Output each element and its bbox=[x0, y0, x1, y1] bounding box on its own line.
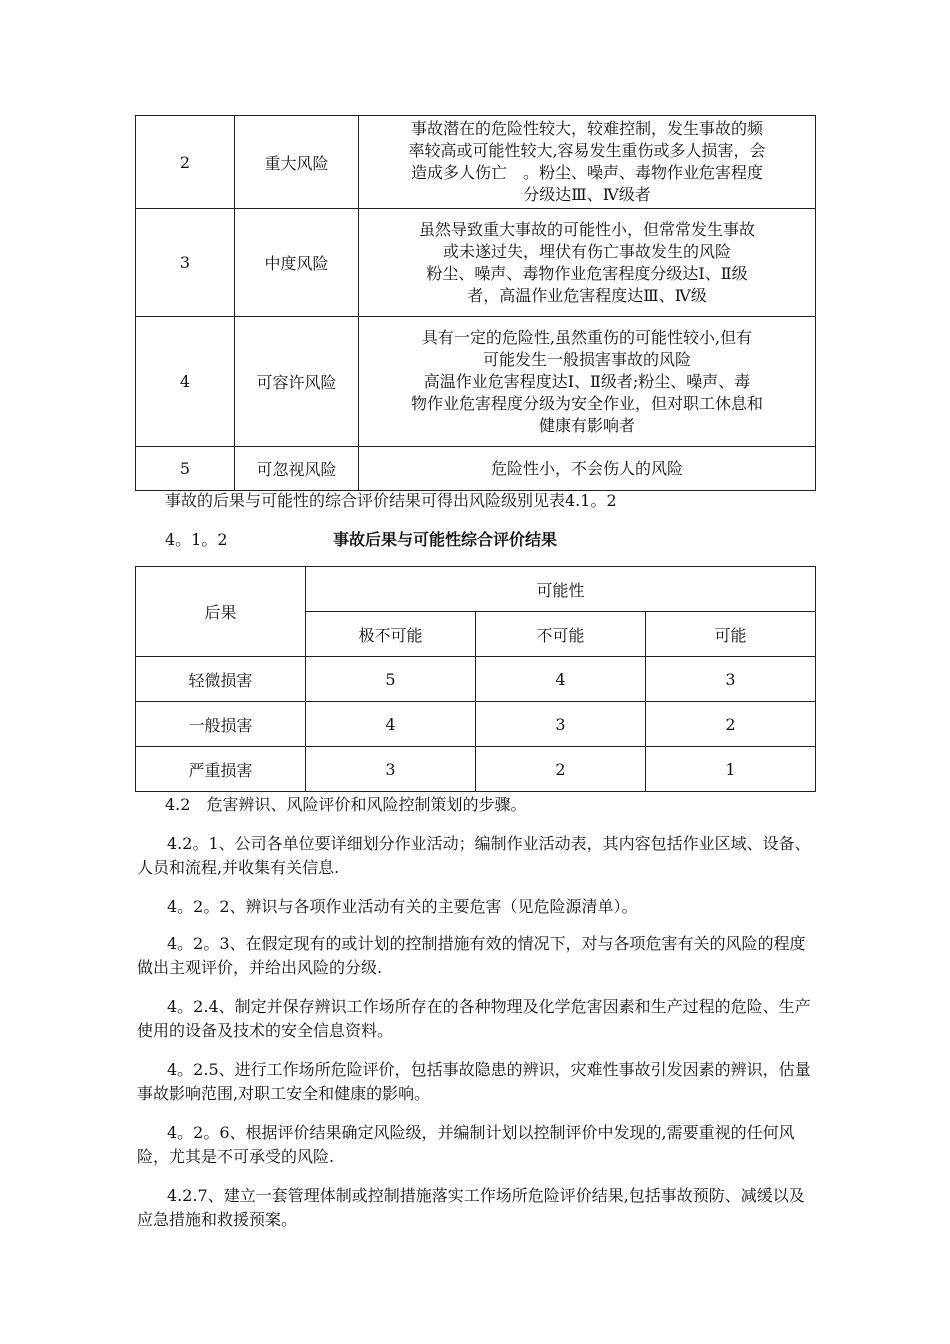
table-cell: 2 bbox=[476, 747, 646, 792]
step-paragraph: 4。2。3、在假定现有的或计划的控制措施有效的情况下，对与各项危害有关的风险的程度做出主观评价，并给出风险的分级. bbox=[137, 934, 806, 977]
table-cell: 4 bbox=[476, 657, 646, 702]
step-paragraph: 4。2。2、辨识与各项作业活动有关的主要危害（见危险源清单）。 bbox=[167, 897, 638, 916]
table-cell: 3 bbox=[306, 747, 476, 792]
risk-level-name: 中度风险 bbox=[235, 209, 359, 317]
description-line: 粉尘、噪声、毒物作业危害程度分级达Ⅰ、Ⅱ级 bbox=[426, 263, 748, 283]
step-paragraph: 4。2。6、根据评价结果确定风险级，并编制计划以控制评价中发现的,需要重视的任何风险，尤其是不可承受的风险. bbox=[137, 1123, 795, 1166]
description-line: 危险性小，不会伤人的风险 bbox=[490, 458, 683, 478]
step-paragraph: 4。2.5、进行工作场所危险评价，包括事故隐患的辨识，灾难性事故引发因素的辨识，估量事故影响范围,对职工安全和健康的影响。 bbox=[137, 1060, 811, 1103]
description-line: 可能发生一般损害事故的风险 bbox=[482, 349, 691, 369]
risk-level-number: 3 bbox=[136, 209, 235, 317]
table-row bbox=[136, 702, 816, 747]
column-header: 极不可能 bbox=[306, 612, 476, 657]
section-heading: 4.2 危害辨识、风险评价和风险控制策划的步骤。 bbox=[165, 795, 527, 814]
table-row bbox=[136, 747, 816, 792]
risk-level-name: 可容许风险 bbox=[235, 317, 359, 447]
row-label: 一般损害 bbox=[136, 702, 306, 747]
step-paragraph: 4。2.4、制定并保存辨识工作场所存在的各种物理及化学危害因素和生产过程的危险、生产使用的设备及技术的安全信息资料。 bbox=[137, 997, 811, 1040]
risk-level-description bbox=[359, 447, 816, 491]
risk-level-number: 2 bbox=[136, 116, 235, 209]
description-line: 高温作业危害程度达Ⅰ、Ⅱ级者;粉尘、噪声、毒 bbox=[423, 371, 751, 391]
row-label: 严重损害 bbox=[136, 747, 306, 792]
description-line: 物作业危害程度分级为安全作业，但对职工休息和 bbox=[410, 393, 763, 413]
summary-sentence: 事故的后果与可能性的综合评价结果可得出风险级别见表4.1。2 bbox=[165, 491, 617, 510]
table-cell: 5 bbox=[306, 657, 476, 702]
table-cell: 1 bbox=[646, 747, 816, 792]
description-line: 健康有影响者 bbox=[538, 415, 635, 435]
description-line: 分级达Ⅲ、Ⅳ级者 bbox=[523, 185, 651, 204]
risk-level-name: 重大风险 bbox=[235, 116, 359, 209]
table-title: 事故后果与可能性综合评价结果 bbox=[333, 530, 558, 549]
row-label: 轻微损害 bbox=[136, 657, 306, 702]
table-row bbox=[136, 447, 816, 491]
risk-level-name: 可忽视风险 bbox=[235, 447, 359, 491]
table-cell: 3 bbox=[646, 657, 816, 702]
consequence-header: 后果 bbox=[136, 567, 306, 657]
possibility-header: 可能性 bbox=[306, 567, 816, 612]
column-header: 不可能 bbox=[476, 612, 646, 657]
evaluation-table bbox=[135, 566, 816, 792]
table-cell: 3 bbox=[476, 702, 646, 747]
table-cell: 4 bbox=[306, 702, 476, 747]
step-paragraph: 4.2.7、建立一套管理体制或控制措施落实工作场所危险评价结果,包括事故预防、减缓以及应急措施和救援预案。 bbox=[137, 1186, 805, 1229]
table-number: 4。1。2 bbox=[165, 530, 228, 549]
table-header-row bbox=[136, 567, 816, 612]
column-header: 可能 bbox=[646, 612, 816, 657]
description-line: 事故潜在的危险性较大，较难控制，发生事故的频 bbox=[410, 119, 763, 138]
table-row bbox=[136, 209, 816, 317]
table-row bbox=[136, 116, 816, 209]
risk-level-number: 5 bbox=[136, 447, 235, 491]
description-line: 具有一定的危险性,虽然重伤的可能性较小,但有 bbox=[421, 327, 753, 347]
description-line: 造成多人伤亡 。粉尘、噪声、毒物作业危害程度 bbox=[410, 163, 763, 182]
table-cell: 2 bbox=[646, 702, 816, 747]
table-row bbox=[136, 317, 816, 447]
risk-level-number: 4 bbox=[136, 317, 235, 447]
table-row bbox=[136, 657, 816, 702]
risk-level-description bbox=[359, 116, 816, 209]
risk-level-table bbox=[135, 115, 816, 491]
description-line: 率较高或可能性较大,容易发生重伤或多人损害，会 bbox=[408, 141, 766, 160]
description-line: 者，高温作业危害程度达Ⅲ、Ⅳ级 bbox=[467, 285, 707, 305]
description-line: 或未遂过失，埋伏有伤亡事故发生的风险 bbox=[442, 241, 731, 261]
table-caption bbox=[165, 527, 557, 550]
step-paragraph: 4.2。1、公司各单位要详细划分作业活动；编制作业活动表，其内容包括作业区域、设备、人员和流程,并收集有关信息. bbox=[137, 834, 811, 877]
risk-level-description bbox=[359, 317, 816, 447]
description-line: 虽然导致重大事故的可能性小，但常常发生事故 bbox=[418, 219, 755, 239]
risk-level-description bbox=[359, 209, 816, 317]
